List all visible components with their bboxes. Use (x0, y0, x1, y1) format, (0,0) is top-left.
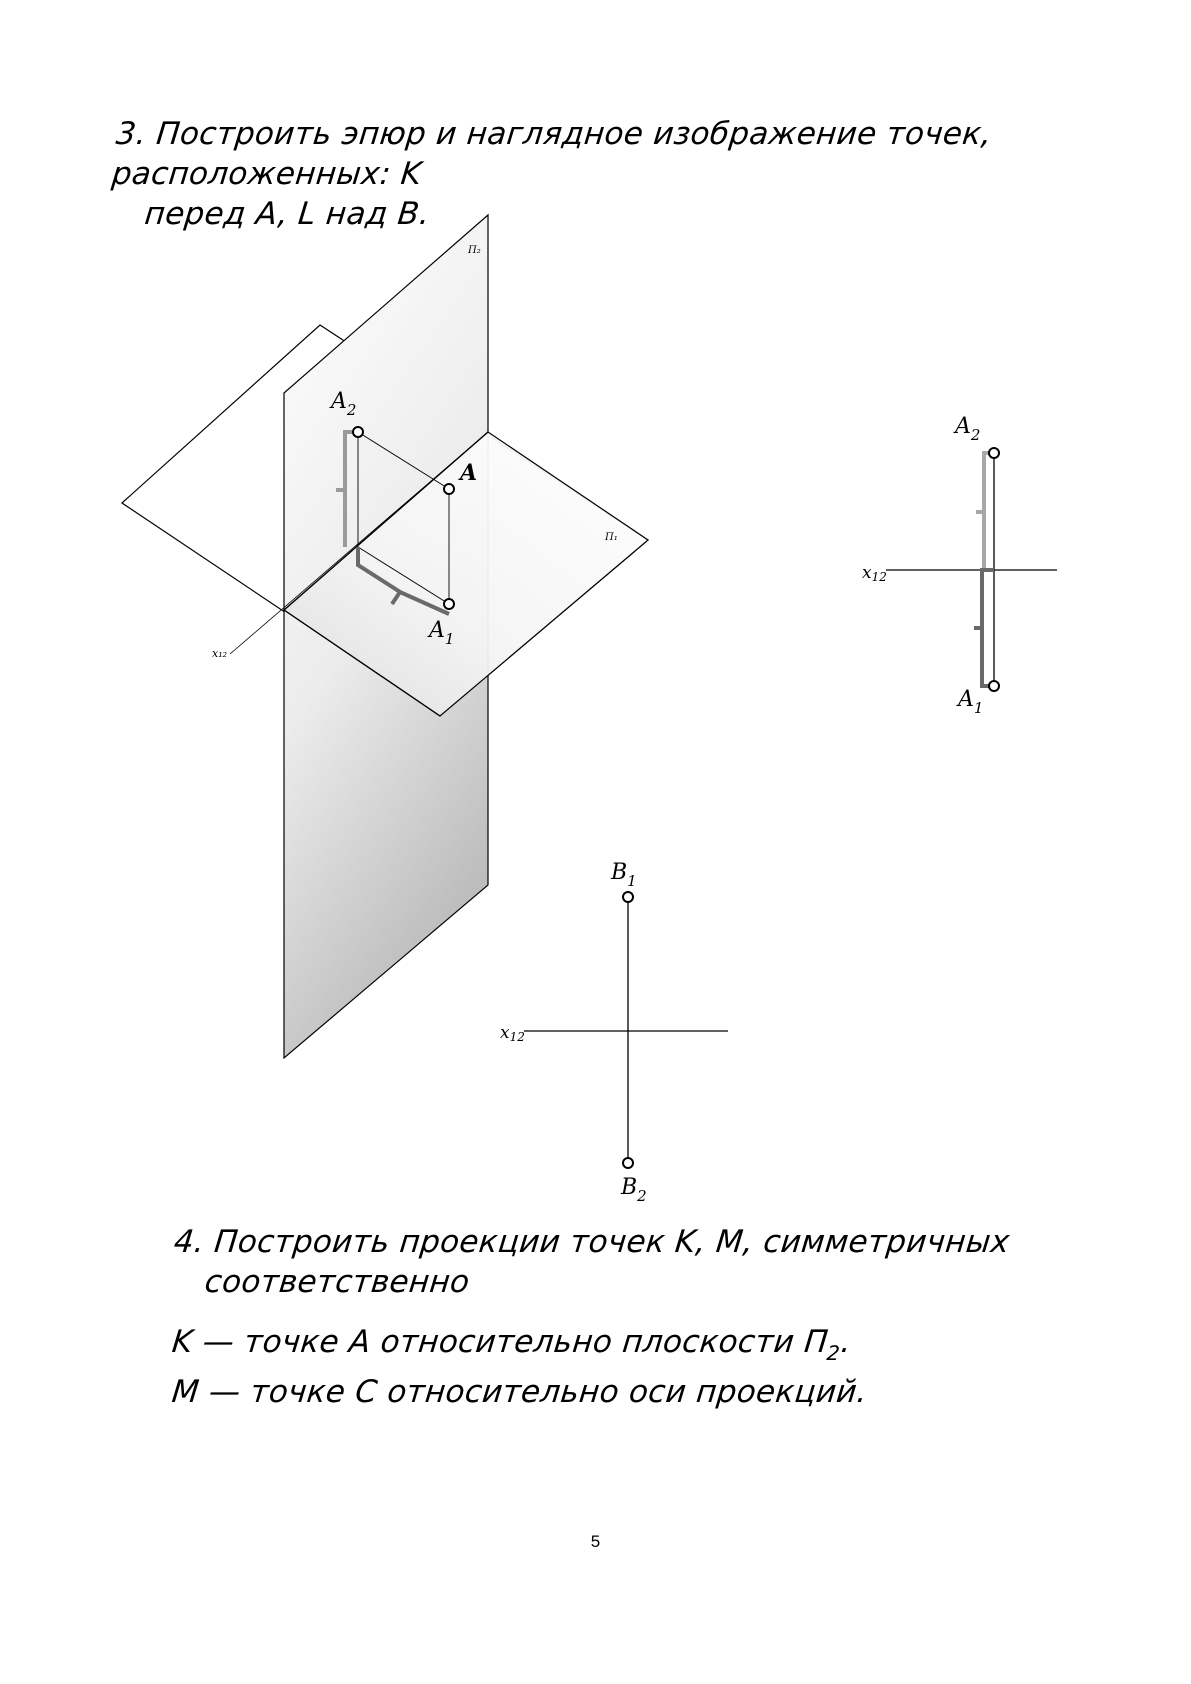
task-3-line-2: перед A, L над B. (142, 196, 432, 232)
plane-subscript: 2 (825, 1341, 842, 1365)
label-a-3d: A (460, 460, 478, 486)
label-a2-3d: $A_2$ (331, 389, 357, 419)
point-a-marker (444, 484, 454, 494)
epure-b-axis-label: x12 (500, 1023, 525, 1044)
plane-p2-label: П₂ (468, 245, 481, 256)
axis-x12-3d-label: x₁₂ (212, 647, 228, 660)
point-a2-marker (353, 427, 363, 437)
epure-a-y-marker (974, 570, 994, 686)
figure-3d (122, 215, 648, 1058)
task-4-line-2: соответственно (203, 1264, 472, 1300)
epure-b2-marker (623, 1158, 633, 1168)
epure-a1-label: $A_1$ (958, 687, 984, 717)
task-4-line-1: 4. Построить проекции точек K, M, симметричных (172, 1224, 1012, 1260)
task-4-condition-k: K — точке A относительно плоскости $П_2$. (170, 1324, 854, 1365)
point-a1-marker (444, 599, 454, 609)
task-4-condition-m: M — точке C относительно оси проекций. (170, 1374, 869, 1410)
epure-b2-label: $B_2$ (621, 1175, 647, 1205)
task-4-text (168, 1222, 1056, 1302)
epure-a (862, 414, 1057, 717)
epure-b1-marker (623, 892, 633, 902)
epure-a-z-marker (976, 453, 994, 570)
plane-p1-label: П₁ (605, 532, 618, 543)
epure-b (500, 860, 728, 1205)
page-number: 5 (590, 1532, 601, 1551)
label-a1-3d: $A_1$ (429, 618, 455, 648)
epure-a2-label: $A_2$ (955, 414, 981, 444)
epure-a-axis-label: x12 (862, 563, 887, 584)
epure-a1-marker (989, 681, 999, 691)
task-3-line-1: 3. Построить эпюр и наглядное изображение точек, расположенных: K (110, 116, 994, 192)
epure-b1-label: $B_1$ (611, 860, 637, 890)
epure-a2-marker (989, 448, 999, 458)
